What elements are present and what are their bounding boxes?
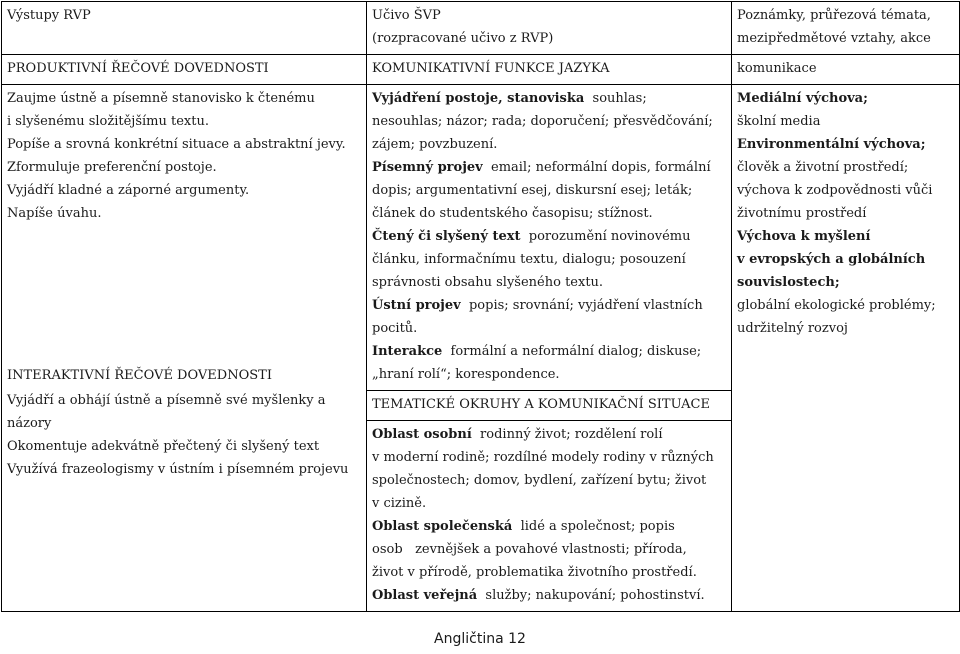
function-term: Vyjádření postoje, stanoviska [372,91,585,106]
header-notes-line1: Poznámky, průřezová témata, [737,8,931,23]
function-term: Interakce [372,344,443,359]
output-line: Zaujme ústně a písemně stanovisko k čtenému [7,91,315,106]
function-text: pocitů. [372,321,418,336]
output-line: názory [7,416,52,431]
function-text: email; neformální dopis, formální [491,160,711,175]
topic-text: zevnějšek a povahové vlastnosti; příroda, [415,542,687,557]
output-line: Vyjádří a obhájí ústně a písemně své myšlenky a [7,393,326,408]
topic-public [372,584,731,607]
function-term: Ústní projev [372,298,461,313]
topic-text: společnostech; domov, bydlení, zařízení bytu; život [372,473,707,488]
function-text: nesouhlas; názor; rada; doporučení; přesvědčování; [372,114,713,129]
function-term: Čtený či slyšený text [372,229,521,244]
subheader-row [2,55,960,85]
content-row-1 [2,85,960,391]
function-item-written [372,156,731,179]
topic-social [372,515,731,538]
subheader-communication [732,55,960,85]
topic-text [372,538,731,561]
output-line: Zformuluje preferenční postoje. [7,160,217,175]
header-notes-line2: mezipředmětové vztahy, akce [737,31,931,46]
functions-cell [367,85,732,391]
topic-term: Oblast veřejná [372,588,478,603]
header-curriculum-line1: Učivo ŠVP [372,8,441,23]
interactive-skills-heading: INTERAKTIVNÍ ŘEČOVÉ DOVEDNOSTI [7,368,272,383]
outputs-cell [2,85,367,612]
topic-text: život v přírodě, problematika životního prostředí. [372,565,697,580]
function-text: zájem; povzbuzení. [372,137,498,152]
function-text: popis; srovnání; vyjádření vlastních [468,298,703,313]
function-item-spoken [372,294,731,317]
note-text: výchova k zodpovědnosti vůči [737,183,933,198]
topic-text: v cizině. [372,496,427,511]
function-text: článku, informačnímu textu, dialogu; posouzení [372,252,686,267]
function-term: Písemný projev [372,160,483,175]
header-curriculum-line2: (rozpracované učivo z RVP) [372,31,554,46]
function-item-attitude [372,87,731,110]
subheader-productive [2,55,367,85]
productive-skills-heading: PRODUKTIVNÍ ŘEČOVÉ DOVEDNOSTI [7,61,269,76]
header-notes [732,2,960,55]
topic-text: osob [372,542,403,557]
topic-text: služby; nakupování; pohostinství. [485,588,705,603]
function-text: formální a neformální dialog; diskuse; [450,344,702,359]
function-text: správnosti obsahu slyšeného textu. [372,275,604,290]
function-text: „hraní rolí“; korespondence. [372,367,560,382]
function-text: porozumění novinovému [528,229,691,244]
topics-cell [367,421,732,612]
note-text: školní media [737,114,821,129]
note-environmental-education: Environmentální výchova; [737,137,926,152]
topic-personal [372,423,731,446]
note-global-thinking: Výchova k myšlení [737,229,871,244]
topic-term: Oblast společenská [372,519,513,534]
communicative-functions-heading: KOMUNIKATIVNÍ FUNKCE JAZYKA [372,61,610,76]
function-item-reading [372,225,731,248]
output-line: Vyjádří kladné a záporné argumenty. [7,183,250,198]
curriculum-table [1,1,960,612]
note-text: udržitelný rozvoj [737,321,848,336]
function-text: dopis; argumentativní esej, diskursní esej; leták; [372,183,693,198]
topic-term: Oblast osobní [372,427,472,442]
topic-text: rodinný život; rozdělení rolí [480,427,663,442]
subheader-functions [367,55,732,85]
note-global-thinking: souvislostech; [737,275,840,290]
header-row [2,2,960,55]
note-text: člověk a životní prostředí; [737,160,909,175]
header-outputs-label: Výstupy RVP [7,8,91,23]
output-line: Napíše úvahu. [7,206,102,221]
output-line: Využívá frazeologismy v ústním i písemném projevu [7,462,349,477]
note-global-thinking: v evropských a globálních [737,252,926,267]
output-line: Popíše a srovná konkrétní situace a abstraktní jevy. [7,137,346,152]
topics-heading: TEMATICKÉ OKRUHY A KOMUNIKAČNÍ SITUACE [372,397,710,412]
note-text: životnímu prostředí [737,206,867,221]
note-text: globální ekologické problémy; [737,298,936,313]
header-curriculum [367,2,732,55]
topics-heading-cell [367,391,732,421]
function-text: souhlas; [592,91,647,106]
note-media-education: Mediální výchova; [737,91,868,106]
output-line: Okomentuje adekvátně přečtený či slyšený text [7,439,320,454]
page-footer: Angličtina 12 [434,631,526,647]
topic-text: lidé a společnost; popis [520,519,675,534]
header-outputs [2,2,367,55]
output-line: i slyšenému složitějšímu textu. [7,114,209,129]
function-text: článek do studentského časopisu; stížnost. [372,206,653,221]
communication-label: komunikace [737,61,817,76]
function-item-interaction [372,340,731,363]
notes-cell [732,85,960,612]
topic-text: v moderní rodině; rozdílné modely rodiny v různých [372,450,714,465]
